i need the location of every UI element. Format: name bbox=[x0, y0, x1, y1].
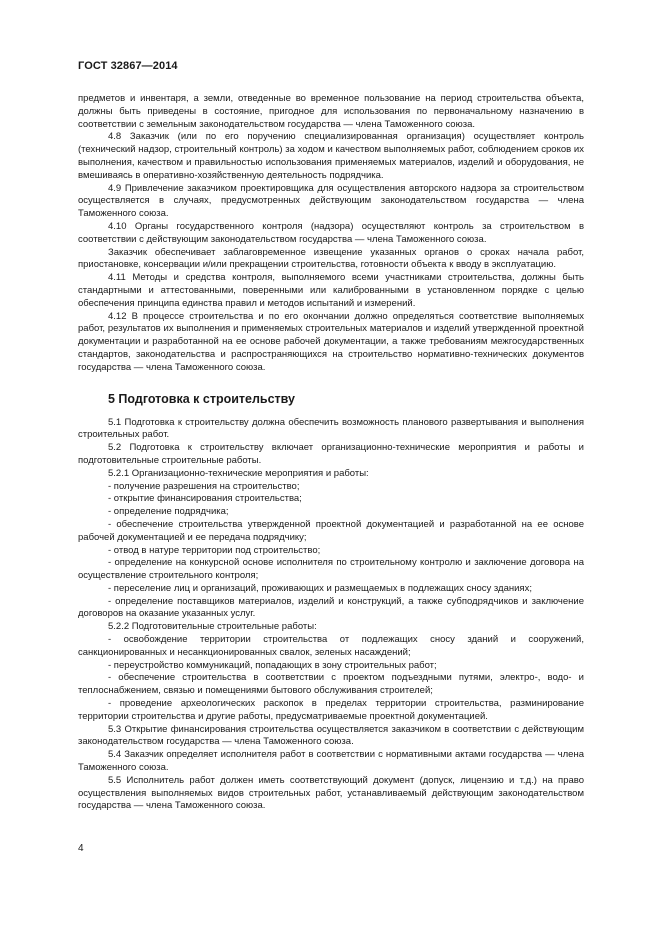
page-number: 4 bbox=[78, 843, 84, 854]
paragraph-4-11: 4.11 Методы и средства контроля, выполняемого всеми участниками строительства, должны быть стандартными и аттестованными, поверенными или калиброванными в установленном порядке с целью обеспечения принципа единства правил и методов испытаний и измерений. bbox=[78, 272, 584, 309]
paragraph-5-2-1: 5.2.1 Организационно-технические мероприятия и работы: bbox=[108, 467, 369, 479]
paragraph-5-5: 5.5 Исполнитель работ должен иметь соответствующий документ (допуск, лицензию и т.д.) на право осуществления выполняемых видов строительных работ, устанавливаемый действующим законодательством государства — члена Таможенного союза. bbox=[78, 774, 584, 812]
paragraph-4-10: 4.10 Органы государственного контроля (надзора) осуществляют контроль за строительством в соответствии с действующим законодательством государства — члена Таможенного союза. bbox=[78, 220, 584, 245]
list-item: - переустройство коммуникаций, попадающих в зону строительных работ; bbox=[108, 659, 437, 671]
list-item: - получение разрешения на строительство; bbox=[108, 480, 300, 492]
list-item: - обеспечение строительства утвержденной проектной документацией и разработанной на ее основе рабочей документацией и ее передача подрядчику; bbox=[78, 518, 584, 543]
list-item: - определение поставщиков материалов, изделий и конструкций, а также субподрядчиков и заключение договоров на оказание указанных услуг. bbox=[78, 595, 584, 620]
document-body bbox=[78, 93, 584, 813]
list-item: - отвод в натуре территории под строительство; bbox=[108, 544, 321, 556]
list-item: - открытие финансирования строительства; bbox=[108, 493, 302, 505]
paragraph-notice: Заказчик обеспечивает заблаговременное извещение указанных органов о сроках начала работ, приостановке, консервации и/или прекращении строительства, готовности объекта к вводу в эксплуатацию. bbox=[78, 246, 584, 271]
list-5-2-2 bbox=[78, 634, 584, 724]
list-5-2-1 bbox=[78, 481, 584, 622]
paragraph-5-1: 5.1 Подготовка к строительству должна обеспечить возможность планового развертывания и выполнения строительных работ. bbox=[78, 416, 584, 441]
list-item: - проведение археологических раскопок в пределах территории строительства, разминирование территории строительства и другие работы, предусматриваемые проектной документацией. bbox=[78, 698, 584, 722]
list-item: - обеспечение строительства в соответствии с проектом подъездными путями, электро-, водо- и теплоснабжением, связью и помещениями бытового обслуживания строителей; bbox=[78, 672, 584, 697]
paragraph-4-9: 4.9 Привлечение заказчиком проектировщика для осуществления авторского надзора за строительством осуществляется в случаях, предусмотренных действующим законодательством государства — члена Таможенного союза. bbox=[78, 182, 584, 220]
paragraph-continuation: предметов и инвентаря, а земли, отведенные во временное пользование на период строительства объекта, должны быть приведены в состояние, пригодное для использования по первоначальному назначению в соответствии с земельным законодательством государства — члена Таможенного союза. bbox=[78, 93, 584, 130]
list-item: - определение на конкурсной основе исполнителя по строительному контролю и заключение договора на осуществление строительного контроля; bbox=[78, 557, 584, 582]
document-header: ГОСТ 32867—2014 bbox=[78, 60, 178, 72]
paragraph-5-3: 5.3 Открытие финансирования строительства осуществляется заказчиком в соответствии с действующим законодательством государства — члена Таможенного союза. bbox=[78, 723, 584, 748]
paragraph-4-8: 4.8 Заказчик (или по его поручению специализированная организация) осуществляет контроль (технический надзор, строительный контроль) за ходом и качеством выполняемых работ, соблюдением сроков их выполнения, качеством и правильностью использования применяемых материалов, изделий и оборудования, не вмешиваясь в оперативно-хозяйственную деятельность подрядчика. bbox=[78, 131, 584, 181]
list-item: - определение подрядчика; bbox=[108, 506, 229, 518]
list-item: - переселение лиц и организаций, проживающих и размещаемых в подлежащих сносу зданиях; bbox=[108, 582, 532, 594]
paragraph-5-2: 5.2 Подготовка к строительству включает организационно-технические мероприятия и работы и подготовительные строительные работы. bbox=[78, 442, 584, 466]
paragraph-5-4: 5.4 Заказчик определяет исполнителя работ в соответствии с нормативными актами государства — члена Таможенного союза. bbox=[78, 749, 584, 774]
list-item: - освобождение территории строительства от подлежащих сносу зданий и сооружений, санкционированных и несанкционированных свалок, зеленых насаждений; bbox=[78, 634, 584, 658]
paragraph-4-12: 4.12 В процессе строительства и по его окончании должно определяться соответствие выполняемых работ, результатов их выполнения и применяемых строительных материалов и изделий утвержденной проектной документации и разработанной на ее основе рабочей документации, а также требованиям межгосударственных стандартов, законодательства и распространяющихся на строительство нормативно-технических документов государства — члена Таможенного союза. bbox=[78, 310, 584, 373]
section-5-title: 5 Подготовка к строительству bbox=[108, 391, 295, 406]
paragraph-5-2-2: 5.2.2 Подготовительные строительные работы: bbox=[108, 621, 317, 633]
